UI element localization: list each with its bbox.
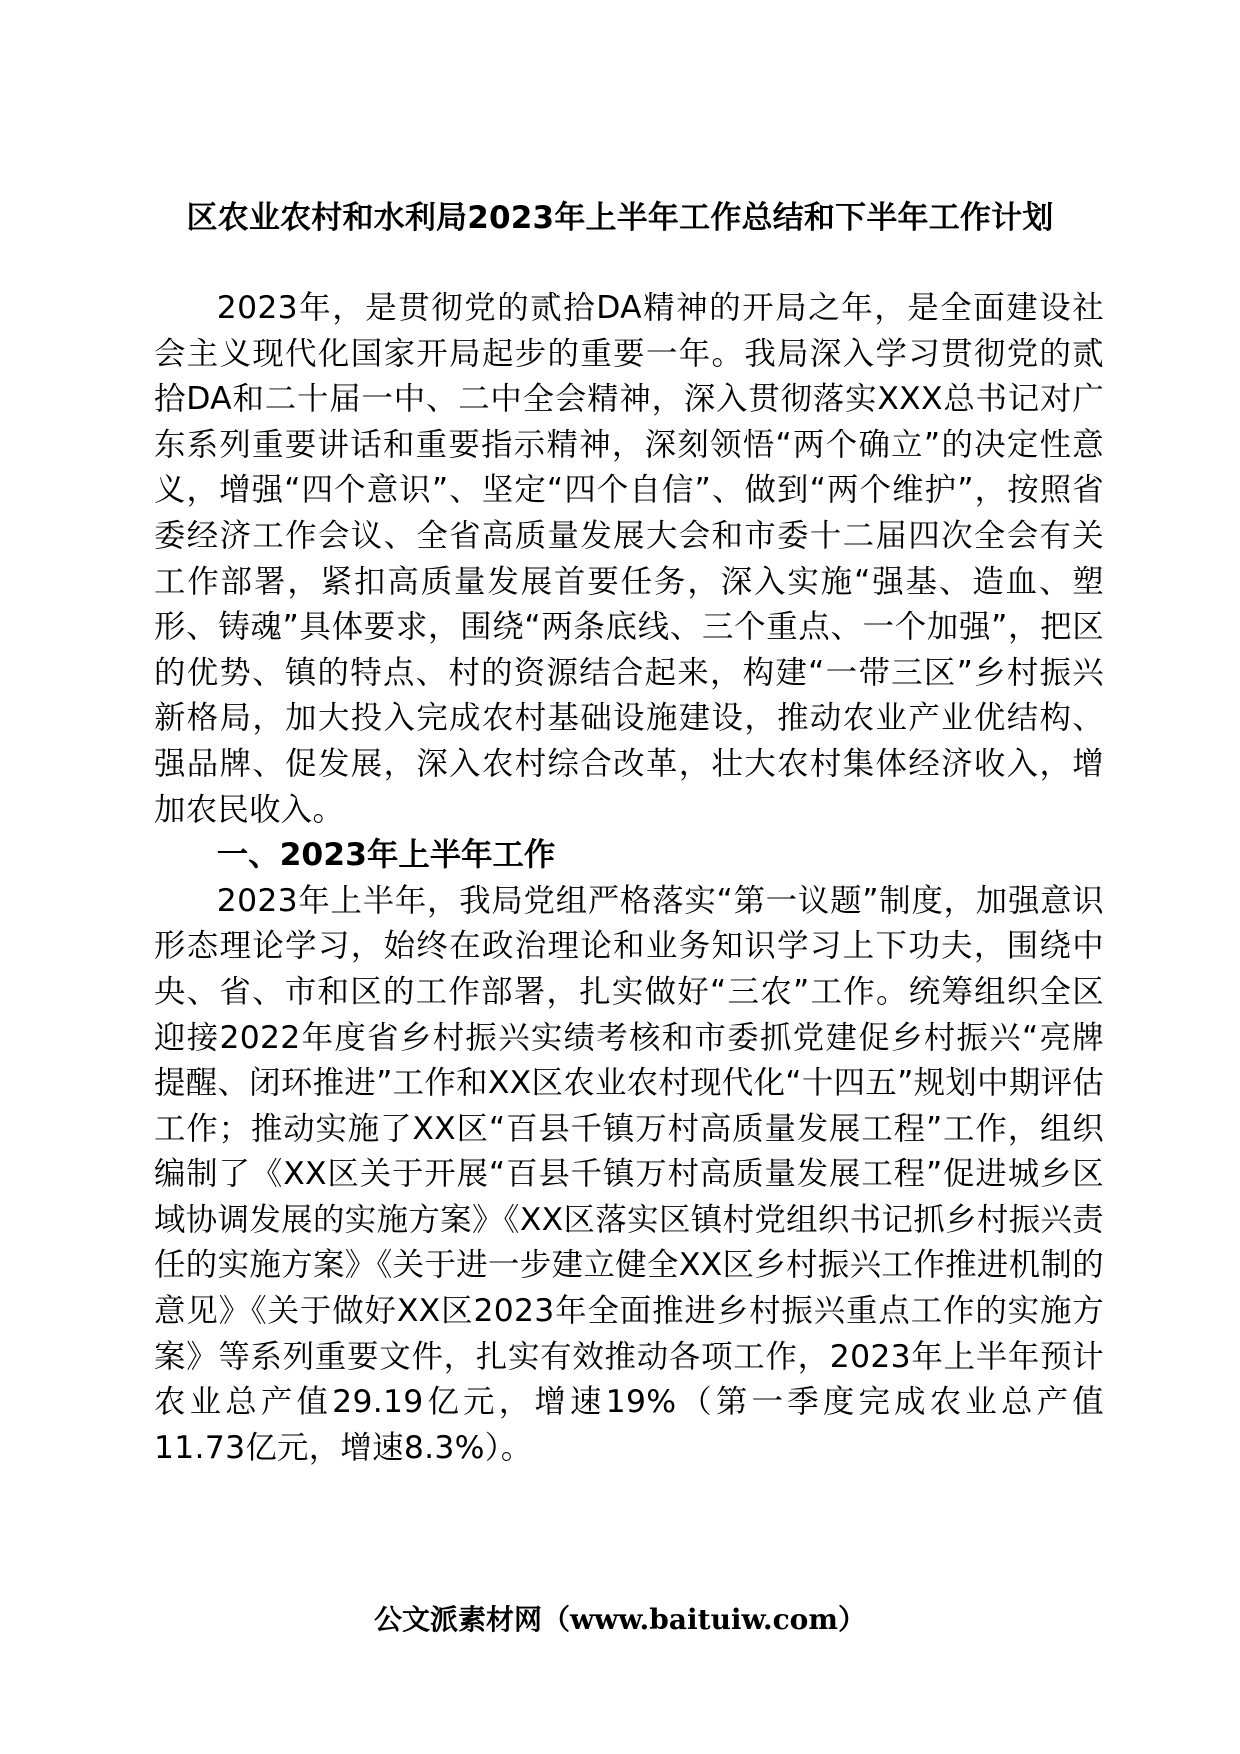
document-body bbox=[154, 286, 1104, 1471]
document-title: 区农业农村和水利局2023年上半年工作总结和下半年工作计划 bbox=[186, 200, 1054, 236]
intro-paragraph: 2023年，是贯彻党的贰拾DA精神的开局之年，是全面建设社会主义现代化国家开局起步的重要一年。我局深入学习贯彻党的贰拾DA和二十届一中、二中全会精神，深入贯彻落实XXX总书记对广东系列重要讲话和重要指示精神，深刻领悟“两个确立”的决定性意义，增强“四个意识”、坚定“四个自信”、做到“两个维护”，按照省委经济工作会议、全省高质量发展大会和市委十二届四次全会有关工作部署，紧扣高质量发展首要任务，深入实施“强基、造血、塑形、铸魂”具体要求，围绕“两条底线、三个重点、一个加强”，把区的优势、镇的特点、村的资源结合起来，构建“一带三区”乡村振兴新格局，加大投入完成农村基础设施建设，推动农业产业优结构、强品牌、促发展，深入农村综合改革，壮大农村集体经济收入，增加农民收入。 bbox=[154, 290, 1104, 828]
footer-watermark: 公文派素材网（www.baituiw.com） bbox=[374, 1603, 866, 1636]
section-paragraph-first-half: 2023年上半年，我局党组严格落实“第一议题”制度，加强意识形态理论学习，始终在政治理论和业务知识学习上下功夫，围绕中央、省、市和区的工作部署，扎实做好“三农”工作。统筹组织全区迎接2022年度省乡村振兴实绩考核和市委抓党建促乡村振兴“亮牌提醒、闭环推进”工作和XX区农业农村现代化“十四五”规划中期评估工作；推动实施了XX区“百县千镇万村高质量发展工程”工作，组织编制了《XX区关于开展“百县千镇万村高质量发展工程”促进城乡区域协调发展的实施方案》《XX区落实区镇村党组织书记抓乡村振兴责任的实施方案》《关于进一步建立健全XX区乡村振兴工作推进机制的意见》《关于做好XX区2023年全面推进乡村振兴重点工作的实施方案》等系列重要文件，扎实有效推动各项工作，2023年上半年预计农业总产值29.19亿元，增速19%（第一季度完成农业总产值11.73亿元，增速8.3%）。 bbox=[154, 882, 1104, 1466]
section-heading-first-half: 一、2023年上半年工作 bbox=[216, 837, 556, 874]
